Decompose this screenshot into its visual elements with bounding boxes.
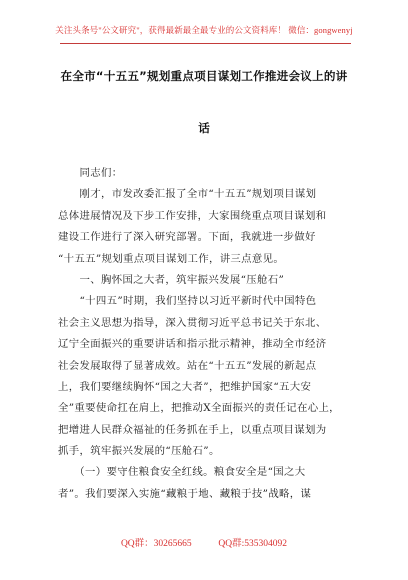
body-line: 抓手，筑牢振兴发展的“压舱石”。 bbox=[58, 445, 220, 458]
document-title-line-2: 话 bbox=[198, 121, 210, 135]
body-line: 一、胸怀国之大者，筑牢振兴发展“压舱石” bbox=[58, 273, 285, 286]
body-line: 同志们： bbox=[58, 167, 123, 179]
body-line: （一）要守住粮食安全红线。粮食安全是“国之大 bbox=[58, 466, 306, 479]
body-line: 刚才，市发改委汇报了全市“十五五”规划项目谋划 bbox=[58, 188, 317, 201]
footer-contact bbox=[0, 535, 408, 549]
body-line: 社会发展取得了显著成效。站在“十五五”发展的新起点 bbox=[58, 359, 317, 372]
body-line: 者”。我们要深入实施“藏粮于地、藏粮于技”战略，谋 bbox=[58, 487, 312, 500]
body-line: “十五五”规划重点项目谋划工作，讲三点意见。 bbox=[58, 252, 285, 265]
body-line: 社会主义思想为指导，深入贯彻习近平总书记关于东北、 bbox=[58, 316, 327, 329]
body-line: “十四五”时期，我们坚持以习近平新时代中国特色 bbox=[58, 295, 317, 308]
body-line: 总体进展情况及下步工作安排，大家围绕重点项目谋划和 bbox=[58, 209, 327, 222]
header-banner: 关注头条号"公文研究"，获得最新最全最专业的公文资料库！ 微信：gongwenyj bbox=[55, 25, 353, 35]
body-line: 把增进人民群众福祉的任务抓在手上，以重点项目谋划为 bbox=[58, 423, 327, 436]
document-title-line-1: 在全市“十五五”规划重点项目谋划工作推进会议上的讲 bbox=[60, 69, 348, 83]
body-line: 上，我们要继续胸怀“国之大者”，把维护国家“五大安 bbox=[58, 380, 312, 393]
header-divider bbox=[60, 43, 351, 44]
footer-qq-group-2: QQ群:535304092 bbox=[218, 539, 288, 549]
document-body bbox=[58, 163, 358, 505]
body-line: 辽宁全面振兴的重要讲话和指示批示精神，推动全市经济 bbox=[58, 338, 327, 351]
body-line: 建设工作进行了深入研究部署。下面，我就进一步做好 bbox=[58, 231, 316, 244]
body-line: 全”重要使命扛在肩上，把推动X全面振兴的责任记在心上， bbox=[58, 402, 340, 415]
footer-qq-group-1: QQ群：30265665 bbox=[120, 539, 192, 549]
